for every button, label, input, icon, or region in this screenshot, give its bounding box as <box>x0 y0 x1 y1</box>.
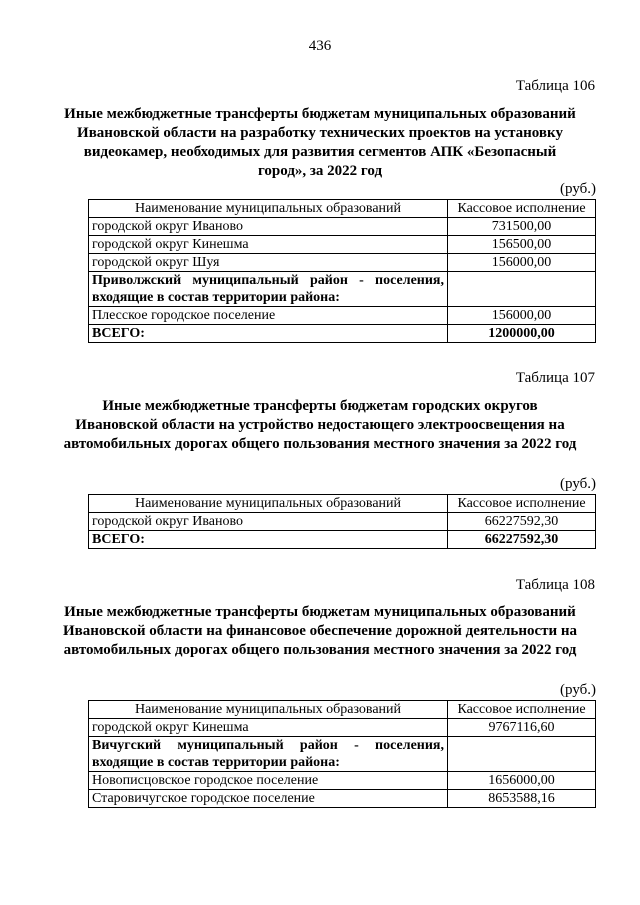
row-name: городской округ Иваново <box>89 218 448 236</box>
header-row <box>89 200 596 218</box>
table-row <box>89 307 596 325</box>
row-value: 8653588,16 <box>448 790 596 808</box>
column-header: Кассовое исполнение <box>448 495 596 513</box>
row-value: 156000,00 <box>448 307 596 325</box>
total-value: 66227592,30 <box>448 531 596 549</box>
row-name: Плесское городское поселение <box>89 307 448 325</box>
table-title: Иные межбюджетные трансферты бюджетам муниципальных образований Ивановской области на финансовое обеспечение дорожной деятельности на автомобильных дорогах общего пользования местного значения за 2022 год <box>62 604 578 658</box>
total-label: ВСЕГО: <box>89 325 448 343</box>
header-row <box>89 701 596 719</box>
total-label: ВСЕГО: <box>89 531 448 549</box>
row-name: городской округ Иваново <box>89 513 448 531</box>
table-row <box>89 218 596 236</box>
row-name: городской округ Кинешма <box>89 236 448 254</box>
table-row <box>89 719 596 737</box>
column-header: Кассовое исполнение <box>448 200 596 218</box>
row-value: 66227592,30 <box>448 513 596 531</box>
data-table <box>88 494 596 549</box>
row-name: городской округ Шуя <box>89 254 448 272</box>
row-value: 156500,00 <box>448 236 596 254</box>
row-value: 1656000,00 <box>448 772 596 790</box>
table-row <box>89 772 596 790</box>
unit-label: (руб.) <box>560 476 596 492</box>
column-header: Наименование муниципальных образований <box>89 701 448 719</box>
table-row <box>89 513 596 531</box>
table-row-section <box>89 272 596 307</box>
table-title: Иные межбюджетные трансферты бюджетам муниципальных образований Ивановской области на разработку технических проектов на установку видеокамер, необходимых для развития сегментов АПК «Безопасный город», за 2022 год <box>64 106 576 179</box>
table-row <box>89 254 596 272</box>
total-row <box>89 531 596 549</box>
data-table <box>88 199 596 343</box>
row-value: 156000,00 <box>448 254 596 272</box>
total-row <box>89 325 596 343</box>
row-name: Новописцовское городское поселение <box>89 772 448 790</box>
table-label: Таблица 107 <box>515 370 595 386</box>
unit-label: (руб.) <box>560 181 596 197</box>
total-value: 1200000,00 <box>448 325 596 343</box>
row-name: Старовичугское городское поселение <box>89 790 448 808</box>
row-name: городской округ Кинешма <box>89 719 448 737</box>
section-heading: Вичугский муниципальный район - поселения, входящие в состав территории района: <box>89 737 448 772</box>
table-label: Таблица 108 <box>515 577 595 593</box>
column-header: Кассовое исполнение <box>448 701 596 719</box>
header-row <box>89 495 596 513</box>
section-heading: Приволжский муниципальный район - поселения, входящие в состав территории района: <box>89 272 448 307</box>
row-value <box>448 272 596 307</box>
table-row-section <box>89 737 596 772</box>
unit-label: (руб.) <box>560 682 596 698</box>
page-number: 436 <box>308 38 332 54</box>
row-value <box>448 737 596 772</box>
row-value: 731500,00 <box>448 218 596 236</box>
table-label: Таблица 106 <box>515 78 595 94</box>
table-title: Иные межбюджетные трансферты бюджетам городских округов Ивановской области на устройство недостающего электроосвещения на автомобильных дорогах общего пользования местного значения за 2022 год <box>63 398 577 452</box>
row-value: 9767116,60 <box>448 719 596 737</box>
table-row <box>89 790 596 808</box>
column-header: Наименование муниципальных образований <box>89 200 448 218</box>
table-row <box>89 236 596 254</box>
column-header: Наименование муниципальных образований <box>89 495 448 513</box>
data-table <box>88 700 596 808</box>
